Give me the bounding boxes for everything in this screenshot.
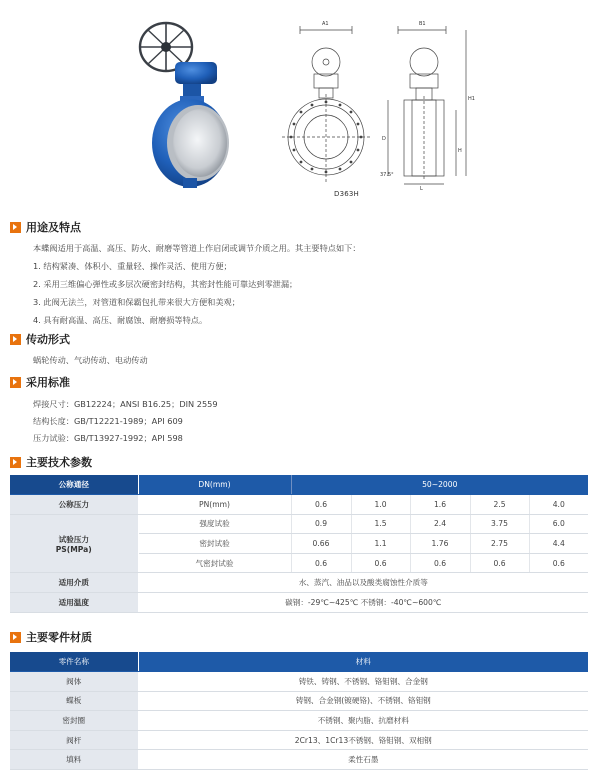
specs-test-value: 0.66 [291,534,351,554]
materials-row [10,730,588,750]
materials-part: 蝶板 [10,691,138,711]
standards-line-3: 压力试验：GB/T13927-1992；API 598 [33,433,183,443]
specs-test-value: 0.6 [410,553,470,573]
valve-photo [140,23,229,188]
specs-test-value: 4.4 [529,534,588,554]
materials-part: 阀体 [10,672,138,692]
section-arrow-icon [10,334,21,345]
section-title-materials [10,630,92,644]
specs-header-row [10,475,588,495]
specs-test-sub: 强度试验 [138,514,291,534]
materials-value: 铸铁、铸钢、不锈钢、铬钼钢、合金钢 [138,672,588,692]
materials-row [10,672,588,692]
specs-header-sub: DN(mm) [138,475,291,495]
specs-test-row [10,514,588,534]
specs-pn-value: 4.0 [529,495,588,515]
section-title-text: 传动形式 [26,333,70,346]
specs-test-value: 1.76 [410,534,470,554]
drive-line-1: 蜗轮传动、气动传动、电动传动 [33,355,148,365]
materials-value: 2Cr13、1Cr13不锈钢、铬钼钢、双相钢 [138,730,588,750]
section-arrow-icon [10,457,21,468]
materials-header-part: 零件名称 [10,652,138,672]
materials-table [10,652,588,770]
materials-part: 填料 [10,750,138,770]
features-line-intro: 本蝶阀适用于高温、高压、防火、耐磨等管道上作启闭或调节介质之用。其主要特点如下： [33,243,361,253]
section-title-standards [10,375,70,389]
features-line-2: 2. 采用三维偏心弹性或多层次硬密封结构，其密封性能可靠达到零泄漏； [33,279,298,289]
specs-test-value: 0.6 [351,553,410,573]
section-title-features [10,220,81,234]
specs-temp-label: 适用温度 [10,593,138,613]
model-label: D363H [334,190,360,198]
specs-test-sub: 气密封试验 [138,553,291,573]
features-line-1: 1. 结构紧凑、体积小、重量轻、操作灵活、使用方便； [33,261,232,271]
specs-pn-value: 0.6 [291,495,351,515]
specs-pn-row [10,495,588,515]
dim-label-l: L [420,186,423,192]
specs-test-label-line1: 试验压力 [58,534,89,544]
specs-test-value: 1.5 [351,514,410,534]
specs-pn-value: 2.5 [470,495,529,515]
specs-test-value: 2.4 [410,514,470,534]
materials-row [10,711,588,731]
specs-test-value: 2.75 [470,534,529,554]
specs-pn-value: 1.6 [410,495,470,515]
specs-temp-value: 碳钢：-29℃~425℃ 不锈钢：-40℃~600℃ [138,593,588,613]
features-line-4: 4. 具有耐高温、高压、耐腐蚀、耐磨损等特点。 [33,315,208,325]
materials-header-row [10,652,588,672]
specs-test-value: 3.75 [470,514,529,534]
dimension-labels [322,21,475,192]
specs-pn-value: 1.0 [351,495,410,515]
side-view-drawing [388,26,466,184]
specs-test-value: 0.9 [291,514,351,534]
specs-medium-label: 适用介质 [10,573,138,593]
section-title-text: 主要零件材质 [26,631,92,644]
specs-header-label: 公称通径 [10,475,138,495]
specs-test-value: 6.0 [529,514,588,534]
dim-label-h: H [458,148,462,154]
section-title-text: 主要技术参数 [26,456,92,469]
specs-pn-label: 公称压力 [10,495,138,515]
materials-value: 柔性石墨 [138,750,588,770]
materials-row [10,691,588,711]
specs-table [10,475,588,613]
section-arrow-icon [10,377,21,388]
specs-test-value: 1.1 [351,534,410,554]
materials-part: 密封圈 [10,711,138,731]
dim-label-h1: H1 [468,96,475,102]
section-title-specs [10,455,92,469]
specs-medium-value: 水、蒸汽、油品以及酸类腐蚀性介质等 [138,573,588,593]
specs-temp-row [10,593,588,613]
product-figure [0,0,600,205]
specs-pn-sub: PN(mm) [138,495,291,515]
materials-part: 阀杆 [10,730,138,750]
specs-medium-row [10,573,588,593]
dim-label-d: D [382,136,386,142]
dim-label-angle: 37.5° [380,172,394,178]
section-title-text: 用途及特点 [26,221,81,234]
specs-test-sub: 密封试验 [138,534,291,554]
section-arrow-icon [10,222,21,233]
standards-line-2: 结构长度：GB/T12221-1989；API 609 [33,416,183,426]
specs-test-label [10,514,138,573]
section-title-drive [10,332,70,346]
materials-row [10,750,588,770]
dim-label-b1: B1 [419,21,426,27]
materials-value: 不锈钢、聚内脂、抗磨材料 [138,711,588,731]
dim-label-a1: A1 [322,21,329,27]
specs-header-value: 50~2000 [291,475,588,495]
specs-test-label-line2: PS(MPa) [55,544,92,554]
standards-line-1: 焊接尺寸：GB12224；ANSI B16.25；DIN 2559 [33,399,218,409]
specs-test-value: 0.6 [529,553,588,573]
specs-test-value: 0.6 [291,553,351,573]
front-view-drawing [282,26,370,182]
features-line-3: 3. 此阀无法兰，对管道和保霸包扎带来很大方便和美观； [33,297,240,307]
specs-test-value: 0.6 [470,553,529,573]
section-title-text: 采用标准 [26,376,70,389]
materials-value: 铸钢、合金钢(镀硬铬)、不锈钢、铬钼钢 [138,691,588,711]
materials-header-material: 材料 [138,652,588,672]
section-arrow-icon [10,632,21,643]
